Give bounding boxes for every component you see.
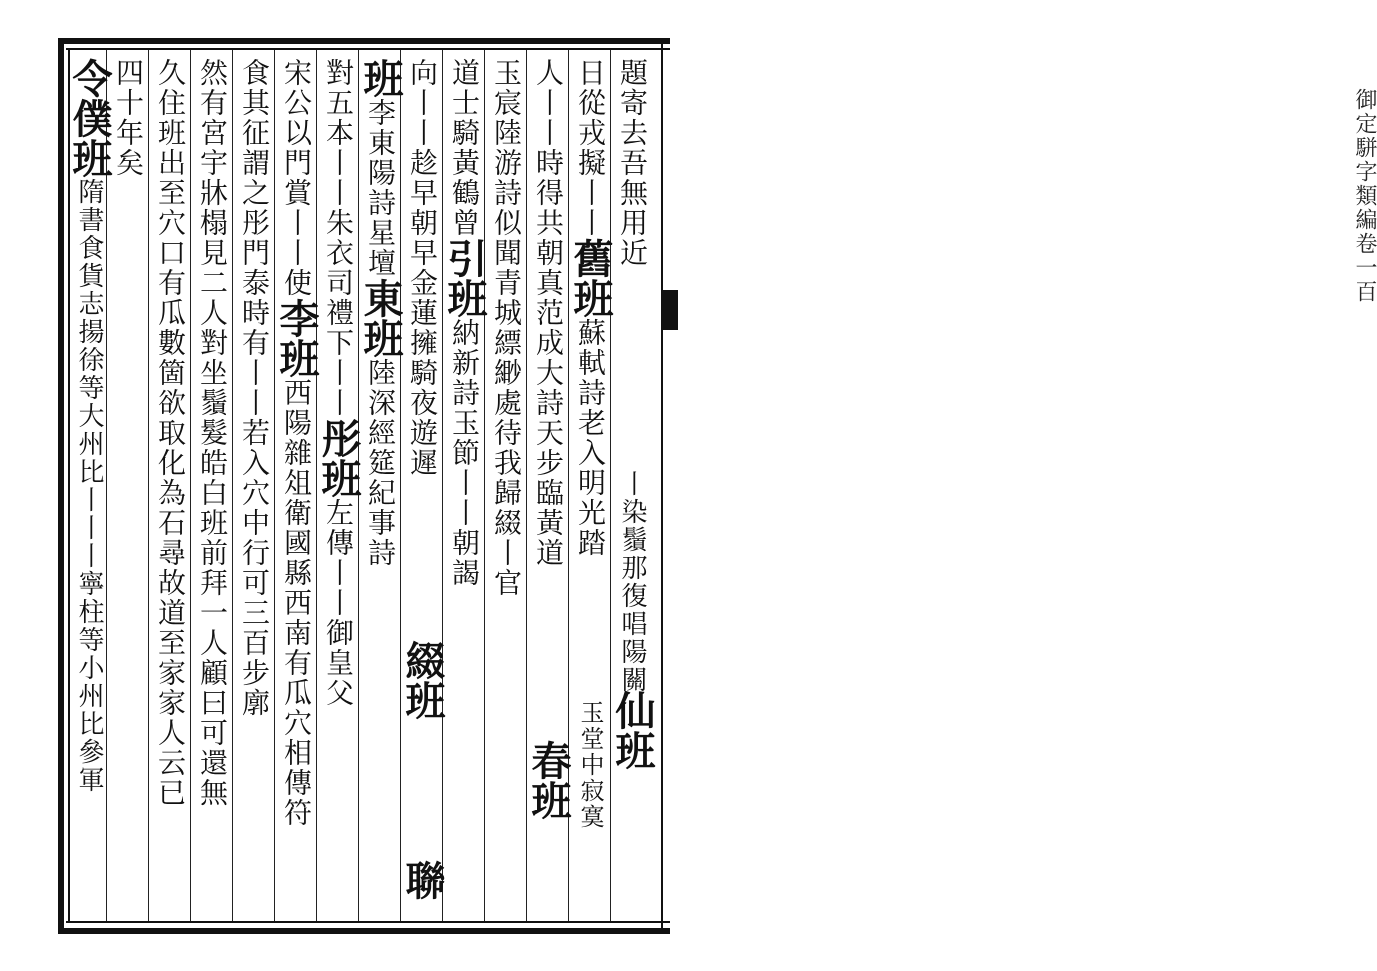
column-text: 向丨丨趁早朝 — [406, 58, 439, 238]
text-column-5 — [441, 58, 488, 588]
headword: 舊班 — [567, 238, 614, 318]
text-column-3 — [530, 58, 566, 568]
text-column-6 — [404, 58, 440, 478]
column-text: 西陽雜俎衛國縣西南有瓜穴相傳符 — [280, 378, 313, 828]
headword: 聯 — [399, 860, 446, 900]
fragment-text: 玉堂中寂寞 — [576, 700, 604, 830]
fragment-text: 丨染鬚那復唱陽關 — [617, 470, 647, 694]
column-rule — [442, 50, 443, 921]
column-text: 隋書食貨志揚徐等大州比丨丨丨寧柱等小州比參軍 — [74, 178, 104, 794]
column-text: 久住班出至穴口有瓜數箇欲取化為石尋故道至家家人云已 — [154, 58, 187, 808]
page-fold — [660, 38, 1377, 934]
text-fragment — [614, 470, 650, 694]
column-text: 宋公以門賞丨丨使 — [280, 58, 313, 298]
column-rule — [484, 50, 485, 921]
text-column-8 — [315, 58, 362, 708]
column-text: 李東陽詩星壇 — [364, 98, 397, 278]
column-text: 食其征謂之彤門 — [238, 58, 271, 268]
column-text: 日從戎擬丨丨 — [574, 58, 607, 238]
text-column-12 — [152, 58, 188, 808]
text-column-7 — [357, 58, 404, 568]
column-text: 泰時有丨丨若入穴中行可三百步廓 — [238, 268, 271, 718]
fold-line — [661, 44, 663, 928]
headword: 彤班 — [315, 418, 362, 498]
text-fragment — [399, 640, 446, 720]
frame-top-border — [58, 38, 670, 44]
text-fragment — [399, 860, 446, 900]
column-rule — [274, 50, 275, 921]
text-column-9 — [273, 58, 320, 828]
column-rule — [400, 50, 401, 921]
column-text: 人丨丨時得共朝真范成大詩天步臨黃道 — [532, 58, 565, 568]
column-text: 然有宮宇牀榻見二人對坐鬚髮皓白班前拜一人顧曰可還無 — [196, 58, 229, 808]
headword: 仙班 — [609, 690, 656, 770]
headword: 春班 — [525, 740, 572, 820]
headword: 李班 — [273, 298, 320, 378]
column-text: 蘇軾詩老入明光踏 — [574, 318, 607, 558]
text-column-1 — [614, 58, 650, 268]
column-text: 道士騎黃鶴曾 — [448, 58, 481, 238]
headword: 班 — [357, 58, 404, 98]
text-fragment — [525, 740, 572, 820]
fold-fishtail-mark — [662, 290, 678, 330]
column-rule — [610, 50, 611, 921]
column-text: 玉宸陸游詩似聞青城縹緲處待我歸綴丨官 — [490, 58, 523, 598]
column-rule — [232, 50, 233, 921]
text-column-11 — [194, 58, 230, 808]
fold-label: 御定駢字類編卷一百 — [1352, 88, 1377, 304]
text-column-14 — [66, 58, 113, 794]
headword: 東班 — [357, 278, 404, 358]
column-text: 左傳丨丨御皇父 — [322, 498, 355, 708]
column-rule — [190, 50, 191, 921]
column-text: 早金蓮擁騎夜遊遲 — [406, 238, 439, 478]
column-text: 四十年矣 — [112, 58, 145, 178]
text-fragment — [572, 700, 608, 830]
frame-left-inner-border — [68, 48, 70, 923]
column-text: 對五本丨丨 — [322, 58, 355, 208]
text-column-13 — [110, 58, 146, 178]
frame-bottom-inner-border — [66, 921, 670, 923]
text-column-4 — [488, 58, 524, 598]
frame-bottom-border — [58, 928, 670, 934]
column-rule — [148, 50, 149, 921]
column-text: 朱衣司禮下丨丨 — [322, 208, 355, 418]
headword: 引班 — [441, 238, 488, 318]
column-text: 題寄去吾無用近 — [616, 58, 649, 268]
headword: 令僕班 — [66, 58, 113, 178]
text-fragment — [609, 690, 656, 770]
frame-top-inner-border — [66, 48, 670, 50]
column-text: 納新詩玉節丨丨朝謁 — [448, 318, 481, 588]
text-column-2 — [567, 58, 614, 558]
column-rule — [106, 50, 107, 921]
column-text: 陸深經筵紀事詩 — [364, 358, 397, 568]
headword: 綴班 — [399, 640, 446, 720]
frame-left-border — [58, 38, 64, 934]
text-column-10 — [236, 58, 272, 718]
